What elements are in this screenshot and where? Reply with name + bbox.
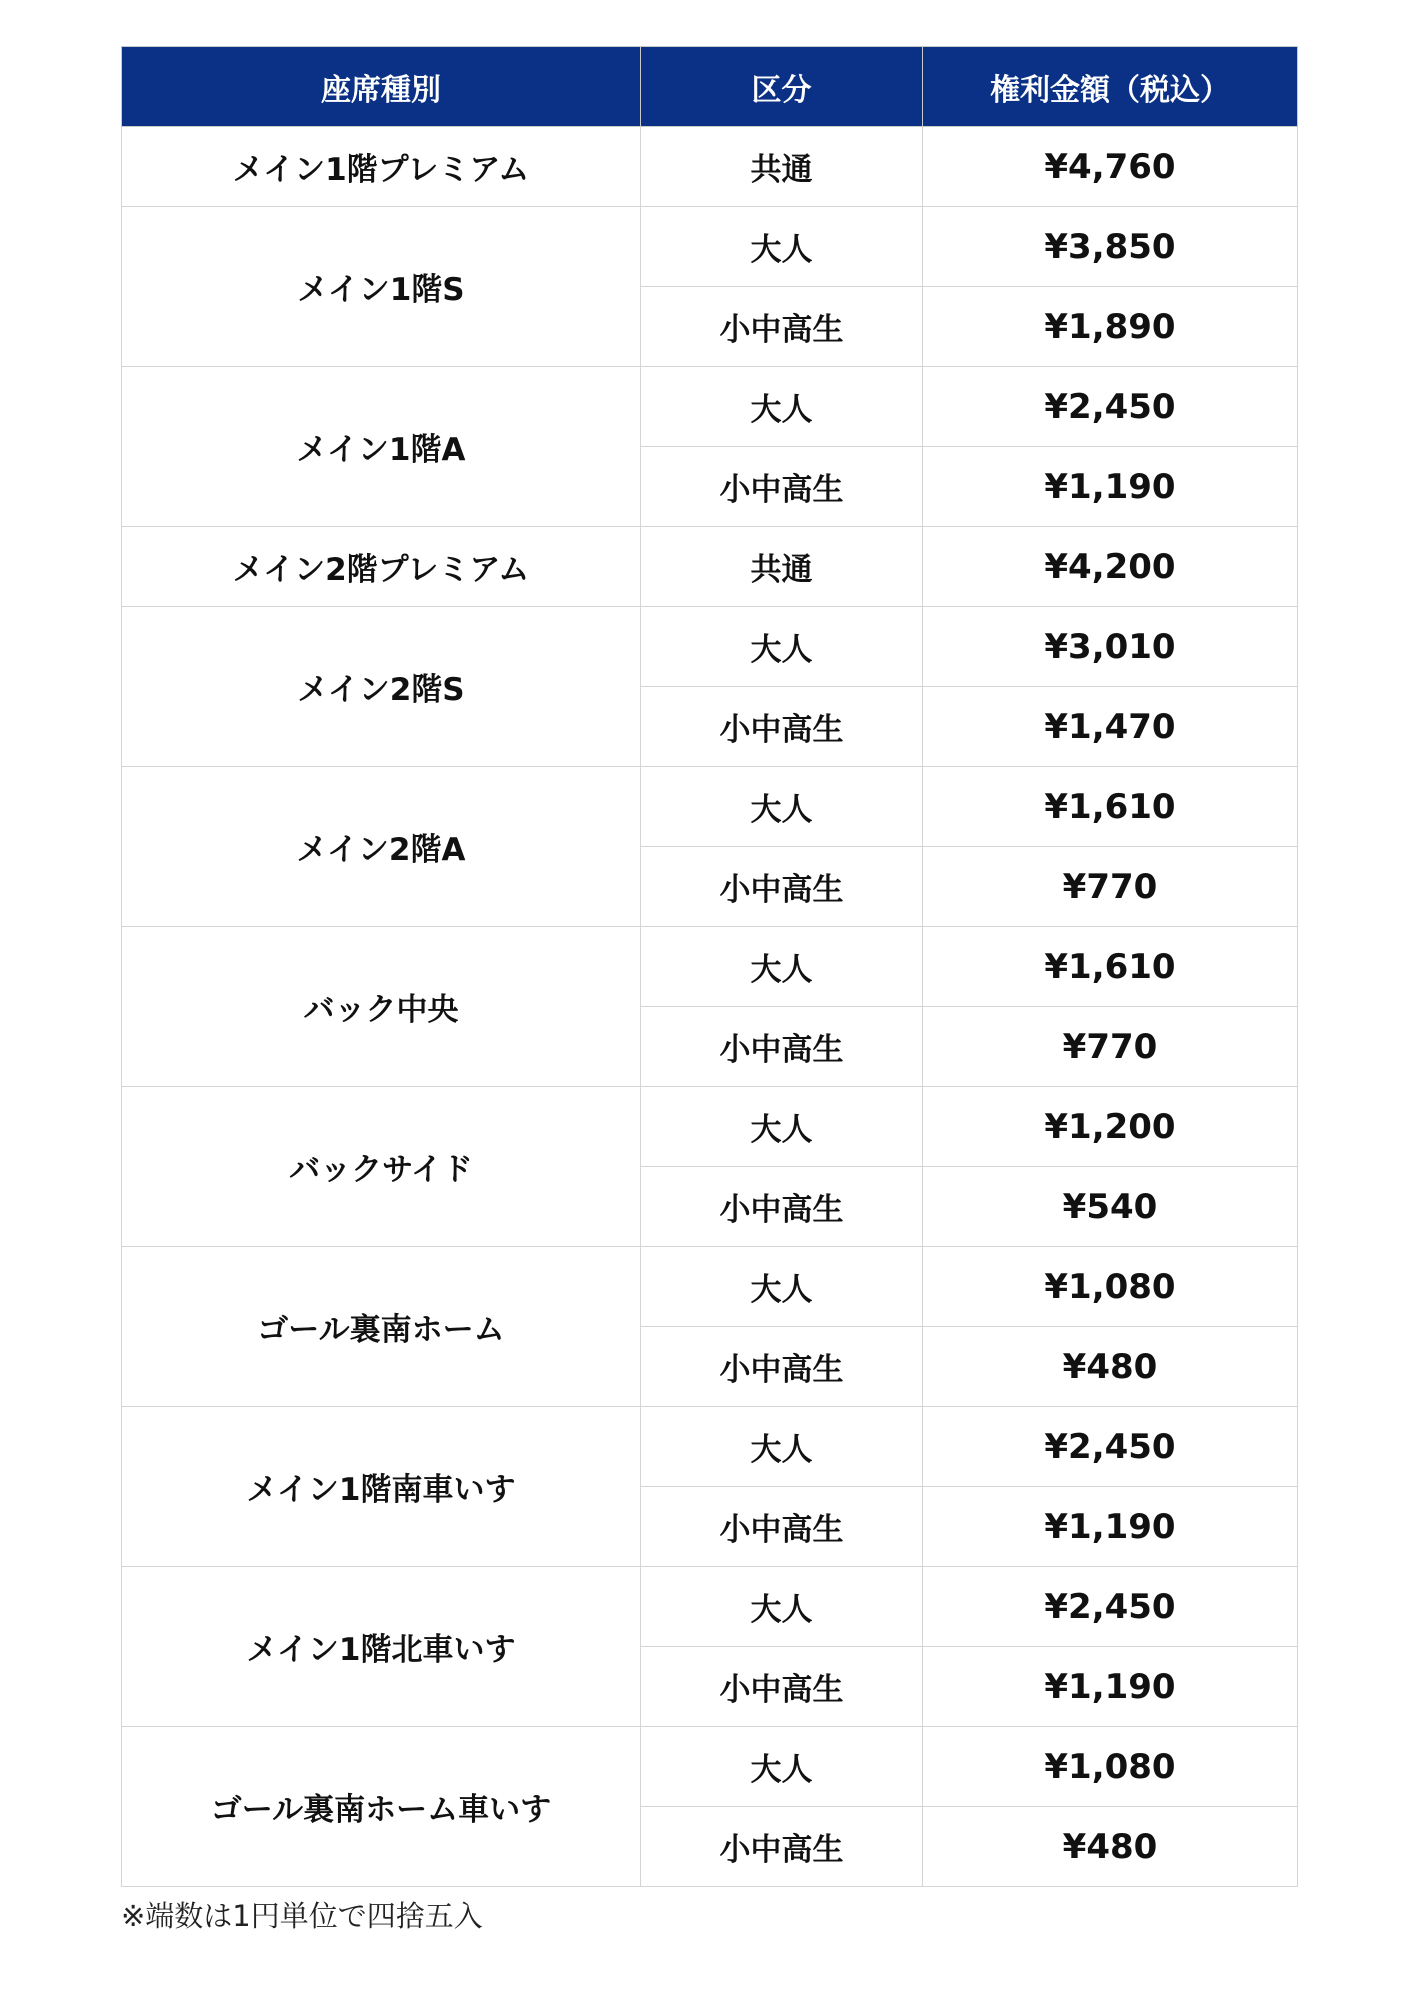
category-cell: 小中高生	[641, 1487, 923, 1567]
category-cell: 小中高生	[641, 1807, 923, 1887]
price-cell: ¥1,610	[923, 927, 1298, 1007]
category-cell: 小中高生	[641, 1167, 923, 1247]
price-cell: ¥2,450	[923, 1567, 1298, 1647]
category-cell: 大人	[641, 607, 923, 687]
category-cell: 小中高生	[641, 1007, 923, 1087]
price-cell: ¥1,470	[923, 687, 1298, 767]
price-cell: ¥1,080	[923, 1247, 1298, 1327]
category-cell: 大人	[641, 1727, 923, 1807]
footnote: ※端数は1円単位で四捨五入	[121, 1899, 483, 1933]
category-cell: 小中高生	[641, 1647, 923, 1727]
price-cell: ¥4,200	[923, 527, 1298, 607]
price-cell: ¥480	[923, 1327, 1298, 1407]
price-cell: ¥1,080	[923, 1727, 1298, 1807]
category-cell: 大人	[641, 1087, 923, 1167]
table-row	[122, 1247, 1298, 1327]
table-row	[122, 527, 1298, 607]
category-cell: 大人	[641, 927, 923, 1007]
category-cell: 小中高生	[641, 847, 923, 927]
category-cell: 共通	[641, 527, 923, 607]
seat-type-cell: メイン1階A	[122, 367, 641, 527]
price-cell: ¥1,890	[923, 287, 1298, 367]
table-row	[122, 927, 1298, 1007]
table-row	[122, 367, 1298, 447]
price-cell: ¥540	[923, 1167, 1298, 1247]
price-cell: ¥3,850	[923, 207, 1298, 287]
table-body	[122, 127, 1298, 1887]
seat-type-cell: バック中央	[122, 927, 641, 1087]
category-cell: 小中高生	[641, 687, 923, 767]
seat-type-cell: メイン1階S	[122, 207, 641, 367]
table-row	[122, 607, 1298, 687]
category-cell: 大人	[641, 767, 923, 847]
category-cell: 大人	[641, 1567, 923, 1647]
price-cell: ¥4,760	[923, 127, 1298, 207]
category-cell: 大人	[641, 207, 923, 287]
seat-type-cell: メイン2階A	[122, 767, 641, 927]
table-row	[122, 207, 1298, 287]
category-cell: 小中高生	[641, 287, 923, 367]
price-cell: ¥1,190	[923, 447, 1298, 527]
seat-type-cell: メイン1階プレミアム	[122, 127, 641, 207]
table-row	[122, 767, 1298, 847]
category-cell: 大人	[641, 1407, 923, 1487]
header-category: 区分	[641, 47, 923, 127]
price-cell: ¥2,450	[923, 367, 1298, 447]
price-cell: ¥1,200	[923, 1087, 1298, 1167]
price-cell: ¥3,010	[923, 607, 1298, 687]
seat-type-cell: ゴール裏南ホーム車いす	[122, 1727, 641, 1887]
table-row	[122, 1567, 1298, 1647]
category-cell: 大人	[641, 1247, 923, 1327]
table-row	[122, 1407, 1298, 1487]
price-cell: ¥1,610	[923, 767, 1298, 847]
seat-type-cell: ゴール裏南ホーム	[122, 1247, 641, 1407]
seat-type-cell: メイン2階S	[122, 607, 641, 767]
price-cell: ¥2,450	[923, 1407, 1298, 1487]
table-row	[122, 1727, 1298, 1807]
price-cell: ¥770	[923, 847, 1298, 927]
seat-type-cell: メイン1階北車いす	[122, 1567, 641, 1727]
price-cell: ¥1,190	[923, 1647, 1298, 1727]
header-seat-type: 座席種別	[122, 47, 641, 127]
seat-type-cell: バックサイド	[122, 1087, 641, 1247]
header-row	[122, 47, 1298, 127]
category-cell: 小中高生	[641, 1327, 923, 1407]
seat-type-cell: メイン1階南車いす	[122, 1407, 641, 1567]
price-table	[121, 46, 1298, 1887]
category-cell: 小中高生	[641, 447, 923, 527]
table-row	[122, 1087, 1298, 1167]
category-cell: 共通	[641, 127, 923, 207]
header-price: 権利金額（税込）	[923, 47, 1298, 127]
category-cell: 大人	[641, 367, 923, 447]
seat-type-cell: メイン2階プレミアム	[122, 527, 641, 607]
price-cell: ¥480	[923, 1807, 1298, 1887]
table-row	[122, 127, 1298, 207]
price-cell: ¥770	[923, 1007, 1298, 1087]
price-cell: ¥1,190	[923, 1487, 1298, 1567]
table-header	[122, 47, 1298, 127]
